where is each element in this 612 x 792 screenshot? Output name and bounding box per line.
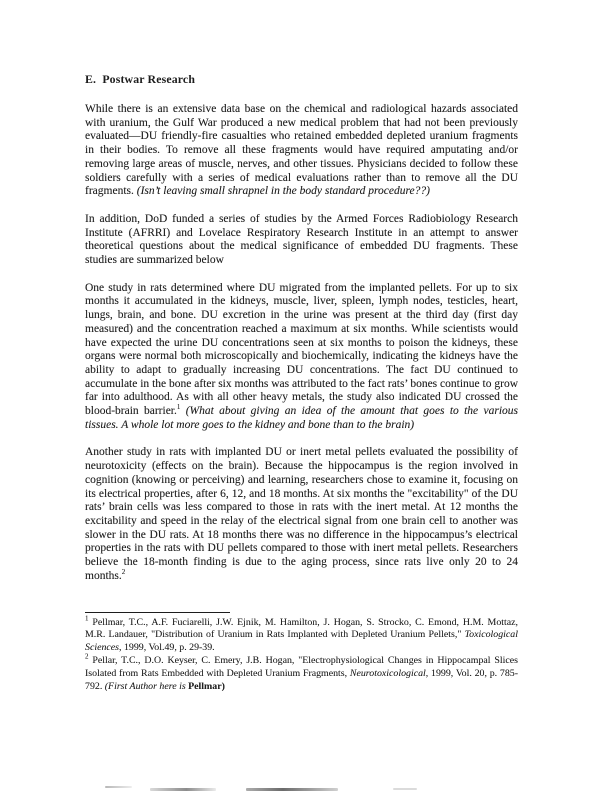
paragraph-neurotoxicity-study bbox=[85, 446, 518, 583]
footnote-marker: 1 bbox=[85, 614, 89, 623]
text-run: In addition, DoD funded a series of studies by the Armed Forces Radiobiology Research Institute (AFRRI) and Lovelace Respiratory Research Institute in an attempt to answer theoretical questions about the medical significance of embedded DU fragments. These studies are summarized below bbox=[85, 212, 518, 267]
footnote-2 bbox=[85, 652, 518, 694]
text-run: , 1999, Vol. 20, p. 785-792. bbox=[85, 668, 518, 693]
text-run: (Isn’t leaving small shrapnel in the body standard procedure??) bbox=[136, 185, 430, 198]
scan-artifact bbox=[246, 788, 338, 791]
scan-artifact bbox=[393, 788, 417, 790]
text-run: (What about giving an idea of the amount that goes to the various tissues. A whole lot more goes to the kidney and bone than to the brain) bbox=[85, 405, 518, 431]
paragraph-dod-studies bbox=[85, 213, 518, 268]
footnote-marker: 1 bbox=[176, 403, 181, 412]
text-run: Another study in rats with implanted DU or inert metal pellets evaluated the possibility of neurotoxicity (effects on the brain). Because the hippocampus is the region involved in cognition (knowing or perceiving) and learning, researchers chose to examine it, focusing on its electrical properties, after 6, 12, and 18 months. At six months the "excitability" of the DU rats’ brain cells was less compared to those in rats with the inert metal. At 12 months the excitability and speed in the relay of the electrical signal from one brain cell to another was slower in the DU rats. At 18 months there was no difference in the hippocampus’s electrical properties in the rats with DU pellets compared to those with inert metal pellets. Researchers believe the 18-month finding is due to the aging process, since rats live only 20 to 24 months. bbox=[85, 446, 518, 582]
footnote-marker: 2 bbox=[121, 567, 126, 576]
paragraph-postwar-intro bbox=[85, 103, 518, 199]
page-content bbox=[85, 72, 518, 694]
text-run: Toxicological Sciences bbox=[85, 629, 518, 654]
text-run: Pellar, T.C., D.O. Keyser, C. Emery, J.B. Hogan, "Electrophysiological Changes in Hippocampal Slices Isolated from Rats Embedded with Depleted Uranium Fragments, bbox=[85, 655, 518, 680]
paragraph-du-migration-study bbox=[85, 282, 518, 433]
footnote-1 bbox=[85, 614, 518, 656]
text-run: Pellmar, T.C., A.F. Fuciarelli, J.W. Ejnik, M. Hamilton, J. Hogan, S. Strocko, C. Emond, H.M. Mottaz, M.R. Landauer, "Distribution of Uranium in Rats Implanted with Depleted Uranium Pellets," bbox=[85, 616, 518, 641]
text-run: One study in rats determined where DU migrated from the implanted pellets. For up to six months it accumulated in the kidneys, muscle, liver, spleen, lymph nodes, testicles, heart, lungs, brain, and bone. DU excretion in the urine was present at the third day (first day measured) and the concentration reached a maximum at six months. While scientists would have expected the urine DU concentrations seen at six months to poison the kidneys, these organs were normal both microscopically and biochemically, indicating the kidneys have the ability to adapt to gradually increasing DU concentrations. The fact DU continued to accumulate in the bone after six months was attributed to the fact rats’ bones continue to grow far into adulthood. As with all other heavy metals, the study also indicated DU crossed the blood-brain barrier. bbox=[85, 281, 518, 418]
scan-artifact bbox=[150, 788, 216, 791]
section-heading: E. Postwar Research bbox=[85, 72, 196, 86]
text-run: While there is an extensive data base on the chemical and radiological hazards associated with uranium, the Gulf War produced a new medical problem that had not been previously evaluated—DU friendly-fire casualties who retained embedded depleted uranium fragments in their bodies. To remove all these fragments would have required amputating and/or removing large areas of muscle, nerves, and other tissues. Physicians decided to follow these soldiers carefully with a series of medical evaluations rather than to remove all the DU fragments. bbox=[85, 103, 518, 198]
text-run: , 1999, Vol.49, p. 29-39. bbox=[119, 642, 215, 654]
footnotes-section bbox=[85, 612, 518, 694]
footnote-separator bbox=[85, 612, 230, 613]
text-run: Pellmar) bbox=[188, 681, 225, 693]
text-run: Neurotoxicological bbox=[349, 668, 426, 680]
scan-artifact bbox=[105, 786, 132, 788]
text-run: (First Author here is bbox=[104, 681, 189, 693]
footnote-marker: 2 bbox=[85, 652, 89, 661]
